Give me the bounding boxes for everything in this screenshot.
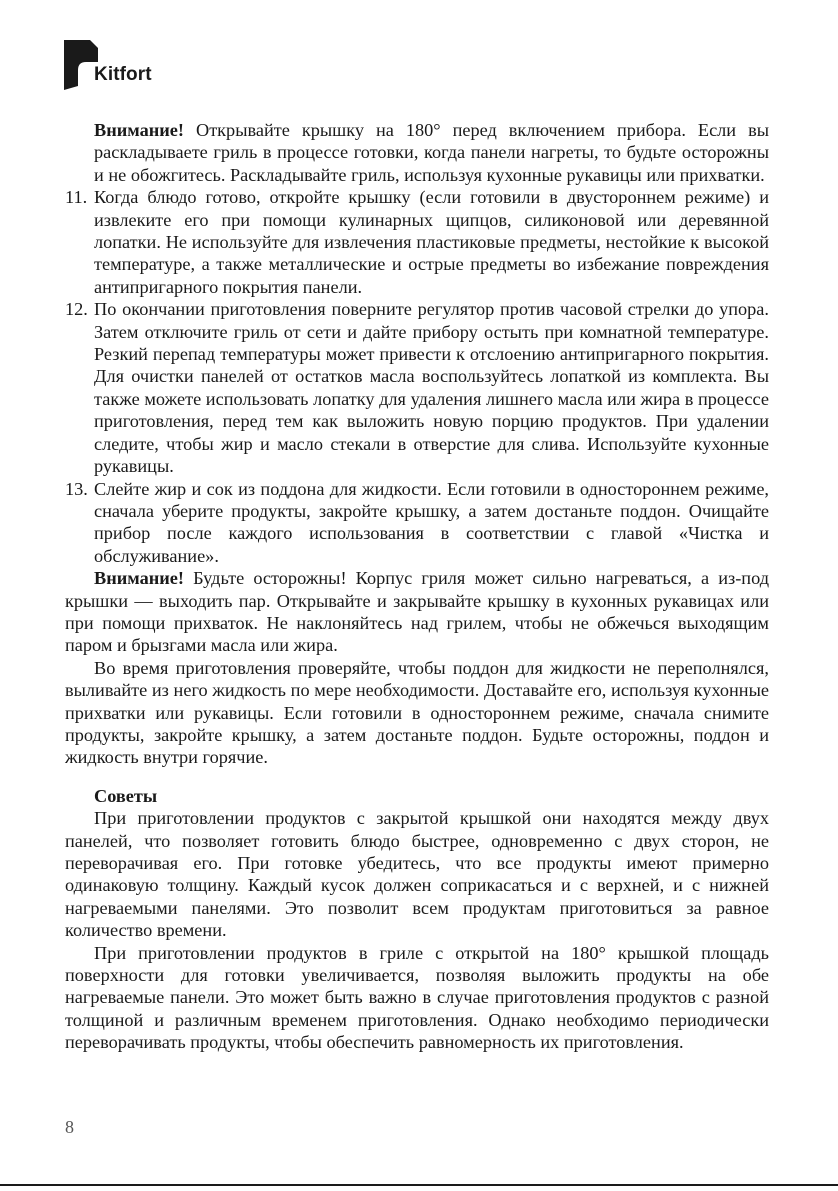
warning-text: Будьте осторожны! Корпус гриля может сильно нагреваться, а из-под крышки — выходить пар. Открывайте и закрывайте крышку в кухонных рукавицах или при помощи прихваток. Не наклоняйтесь над грилем, чтобы не обжечься выходящим паром и брызгами масла или жира. bbox=[65, 568, 769, 656]
body-paragraph: Во время приготовления проверяйте, чтобы поддон для жидкости не переполнялся, выливайте из него жидкость по мере необходимости. Доставайте его, используя кухонные прихватки или рукавицы. Если готовили в одностороннем режиме, сначала снимите продукты, закройте крышку, а затем достаньте поддон. Будьте осторожны, поддон и жидкость внутри горячие. bbox=[65, 657, 769, 768]
section-heading: Советы bbox=[94, 785, 158, 806]
warning-paragraph bbox=[65, 119, 769, 186]
page-number: 8 bbox=[65, 1117, 74, 1137]
warning-text: Открывайте крышку на 180° перед включением прибора. Если вы раскладываете гриль в процессе готовки, когда панели нагреты, то будьте осторожны и не обожгитесь. Раскладывайте гриль, используя кухонные рукавицы или прихватки. bbox=[94, 120, 769, 185]
body-paragraph: При приготовлении продуктов с закрытой крышкой они находятся между двух панелей, что позволяет готовить блюдо быстрее, одновременно с двух сторон, не переворачивая его. При готовке убедитесь, что все продукты имеют примерно одинаковую толщину. Каждый кусок должен соприкасаться и с верхней, и с нижней нагреваемыми панелями. Это позволит всем продуктам приготовиться за равное количество времени. bbox=[65, 808, 769, 941]
list-item bbox=[65, 186, 769, 298]
list-item-text: По окончании приготовления поверните регулятор против часовой стрелки до упора. Затем отключите гриль от сети и дайте прибору остыть при комнатной температуре. Резкий перепад температуры может привести к отслоению антипригарного покрытия. Для очистки панелей от остатков масла воспользуйтесь лопаткой из комплекта. Вы также можете использовать лопатку для удаления лишнего масла или жира в процессе приготовления, перед тем как выложить новую порцию продуктов. При удалении следите, чтобы жир и масло стекали в отверстие для слива. Используйте кухонные рукавицы. bbox=[94, 299, 769, 477]
bottom-rule bbox=[0, 1184, 838, 1186]
list-item bbox=[65, 478, 769, 568]
warning-label: Внимание! bbox=[94, 120, 184, 140]
list-item-number: 12. bbox=[65, 299, 88, 320]
list-item-text: Когда блюдо готово, откройте крышку (если готовили в двустороннем режиме) и извлеките его при помощи кулинарных щипцов, силиконовой или деревянной лопатки. Не используйте для извлечения пластиковые предметы, нестойкие к высокой температуре, а также металлические и острые предметы во избежание повреждения антипригарного покрытия панели. bbox=[94, 187, 769, 297]
kitfort-logo-icon bbox=[64, 40, 98, 90]
warning-label: Внимание! bbox=[94, 568, 184, 589]
brand-logo bbox=[64, 40, 184, 90]
list-item-text: Слейте жир и сок из поддона для жидкости. Если готовили в одностороннем режиме, сначала уберите продукты, закройте крышку, а затем достаньте поддон. Очищайте прибор после каждого использования в соответствии с главой «Чистка и обслуживание». bbox=[94, 478, 769, 566]
brand-logo-text: Kitfort bbox=[94, 64, 152, 85]
body-paragraph: При приготовлении продуктов в гриле с открытой на 180° крышкой площадь поверхности для готовки увеличивается, позволяя выложить продукты на обе нагреваемые панели. Это может быть важно в случае приготовления продуктов с разной толщиной и различным временем приготовления. Однако необходимо периодически переворачивать продукты, чтобы обеспечить равномерность их приготовления. bbox=[65, 942, 769, 1053]
list-item-number: 13. bbox=[65, 478, 88, 499]
list-item-number: 11. bbox=[65, 187, 88, 208]
warning-paragraph bbox=[65, 567, 769, 657]
document-body bbox=[65, 119, 769, 1054]
list-item bbox=[65, 298, 769, 477]
